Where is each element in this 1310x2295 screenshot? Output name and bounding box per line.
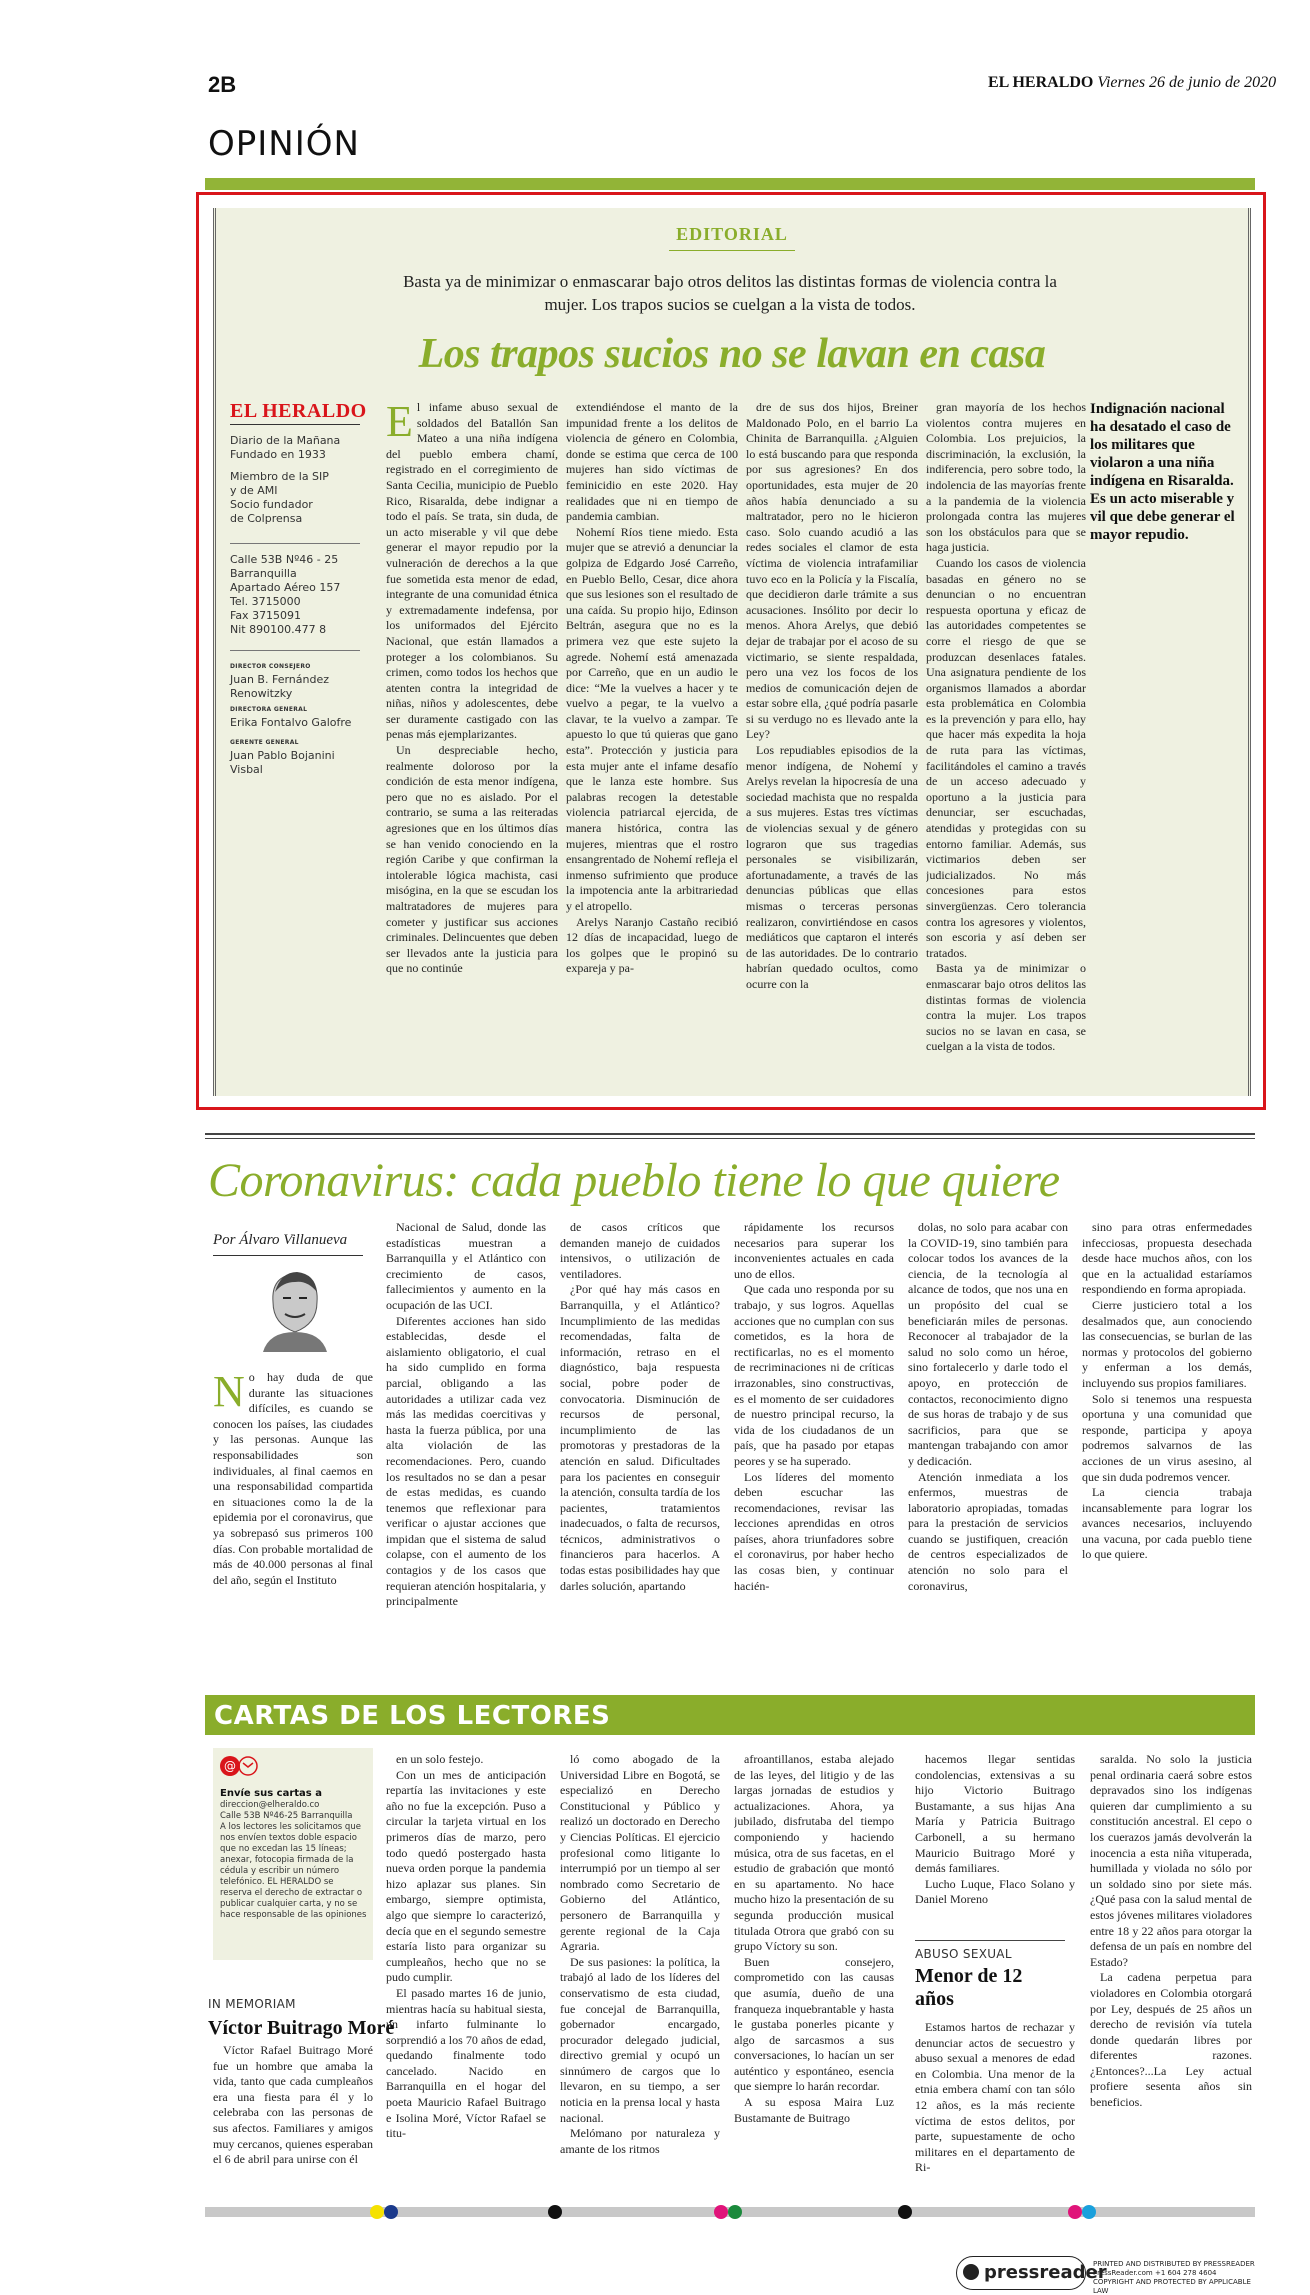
paragraph: gran mayoría de los hechos violentos contra mujeres en Colombia. Los prejuicios, la discriminación, la exclusión, la indiferencia, pero sobre todo, la indolencia de las mayorías frente a la pandemia de la violencia prolongada contra las mujeres son los obstáculos para que se haga justicia.	[926, 400, 1086, 555]
editorial-kicker: EDITORIAL	[676, 224, 788, 244]
director-label: DIRECTOR CONSEJERO	[230, 663, 311, 670]
paragraph: Diferentes acciones han sido establecidas, desde el aislamiento obligatorio, el cual ha sido cumplido en forma parcial, obligando a las autoridades a utilizar cada vez más las medidas coercitivas y hasta la fuerza pública, por una alta violación de las recomendaciones. Pero, cuando los resultados no se dan a pesar de estas medidas, es cuando tenemos que reflexionar para verificar o ajustar acciones que impidan que el sistema de salud colapse, con el aumento de los contagios y de los casos que requieran atención hospitalaria, y principalmente	[386, 1313, 546, 1609]
masthead-paper-name: EL HERALDO	[988, 74, 1094, 91]
pressreader-logo: pressreader	[984, 2262, 1107, 2283]
paragraph: saralda. No solo la justicia penal ordinaria caerá sobre estos depravados sino los indígenas quieren dar cumplimiento a su constitución ancestral. El cepo o los cuerazos jamás devolverán la inocencia a esta niña vituperada, humillada y violada no sólo por un soldado sino por siete más. ¿Qué pasa con la salud mental de estos jóvenes militares violadores entre 18 y 22 años para otorgar la defensa de un país en nombre del Estado?	[1090, 1752, 1252, 1969]
cartas-title: CARTAS DE LOS LECTORES	[214, 1701, 611, 1731]
article-title: Coronavirus: cada pueblo tiene lo que quiere	[208, 1154, 1060, 1207]
editorial-kicker-rule	[669, 250, 795, 251]
registration-dot-blue	[384, 2205, 398, 2219]
paragraph: Nacional de Salud, donde las estadísticas muestran a Barranquilla y el Atlántico con crecimiento de casos, fallecimientos y aumento en la ocupación de las UCI.	[386, 1220, 546, 1312]
paragraph: Melómano por naturaleza y amante de los ritmos	[560, 2126, 720, 2156]
gerente-name: Juan Pablo Bojanini Visbal	[230, 749, 335, 776]
cartas-box-text: direccion@elheraldo.co Calle 53B Nº46-25 Barranquilla A los lectores les solicitamos que nos envíen textos doble espacio que no excedan las 15 líneas; anexar, fotocopia firmada de la cédula y escribir un número telefónico. EL HERALDO se reserva el derecho de extractar o publicar cualquier carta, y no se hace responsable de las opiniones	[220, 1800, 367, 1920]
masthead-date: Viernes 26 de junio de 2020	[1097, 74, 1277, 91]
svg-text:@: @	[224, 1759, 236, 1773]
paragraph: Un despreciable hecho, realmente doloroso por la condición de esta menor indígena, pero que no es aislado. Por el contrario, se suma a las reiteradas agresiones que en los últimos días se han venido conociendo en la región Caribe y que confirman la intolerable lógica machista, casi misógina, en la que se escudan los maltratadores de mujeres para cometer y justificar sus acciones criminales. Delincuentes que deben ser llevados ante la justicia para que no continúe	[386, 743, 558, 976]
editorial-lede: Basta ya de minimizar o enmascarar bajo otros delitos las distintas formas de violencia contra la mujer. Los trapos sucios se cuelgan a la vista de todos.	[403, 272, 1057, 314]
editorial-column	[566, 400, 738, 1090]
paragraph: A su esposa Maira Luz Bustamante de Buitrago	[734, 2095, 894, 2125]
directora-label: DIRECTORA GENERAL	[230, 706, 308, 713]
editorial-column	[386, 400, 558, 1090]
paragraph: La cadena perpetua para violadores en Colombia otorgará por Ley, después de 25 años un derecho de revisión vía tutela donde quedarán libres por diferentes razones. ¿Entonces?...La Ley actual profiere sesenta años sin beneficios.	[1090, 1970, 1252, 2110]
sidebar-rule	[230, 650, 360, 651]
article-rule	[205, 1138, 1255, 1139]
cartas-box-title: Envíe sus cartas a	[220, 1788, 322, 1799]
editorial-column	[746, 400, 918, 1090]
paragraph: Atención inmediata a los enfermos, muestras de laboratorio apropiadas, tomadas para la prestación de servicios cuando se justifiquen, creación de centros especializados de atención no solo para el coronavirus,	[908, 1469, 1068, 1593]
paragraph: dolas, no solo para acabar con la COVID-19, sino también para colocar todos los avances de la ciencia, de la tecnología al alcance de todos, que nos una en un propósito del cual se beneficiarán miles de personas. Reconocer al trabajador de la salud no solo como un héroe, sino fortalecerlo y darle todo el apoyo, en protección de contactos, reconocimiento digno de sus horas de trabajo y de sus sacrificios, para que se mantengan trabajando con amor y dedicación.	[908, 1220, 1068, 1468]
paragraph: Nohemí Ríos tiene miedo. Esta mujer que se atrevió a denunciar la golpiza de Edgardo José Carreño, en Pueblo Bello, Cesar, dice ahora que sus lesiones son el resultado de una caída. Su propio hijo, Edinson Beltrán, asegura que no es la primera vez que este sujeto la agrede. Nohemí está amenazada por Carreño, que en un audio le dice: “Me la vuelves a hacer y te vuelvo a pegar, te la vuelvo a clavar, te la vuelvo a zampar. Te apuesto lo que tú quieras que gano esta”. Protección y justicia para esta mujer ante el infame desafío que le lanza este hombre. Sus palabras recogen la detestable violencia patriarcal ejercida, de manera histórica, contra las mujeres, mientras que el rostro ensangrentado de Nohemí refleja el inmenso sufrimiento que produce la impotencia ante la arbitrariedad y el atropello.	[566, 524, 738, 913]
paragraph: Solo si tenemos una respuesta oportuna y una comunidad que responde, participa y apoya podremos salvarnos de las acciones de un virus asesino, al que sin duda podremos vencer.	[1082, 1391, 1252, 1484]
editorial-pull-quote: Indignación nacional ha desatado el caso de los militares que violaron a una niña indígena en Risaralda. Es un acto miserable y vil que debe generar el mayor repudio.	[1090, 401, 1235, 543]
paragraph: dre de sus dos hijos, Breiner Maldonado Polo, en el barrio La Chinita de Barranquilla. ¿Alguien lo está buscando para que responda por sus agresiones? En dos oportunidades, esta mujer de 20 años había denunciado a su maltratador, pero no le hicieron caso. Solo cuando acudió a las redes sociales el clamor de esta víctima de violencia intrafamiliar tuvo eco en la Policía y la Fiscalía, que decidieron darle trámite a sus acusaciones. Insólito por decir lo menos. Ahora Arelys, que debió dejar de trabajar por el acoso de su victimario, se siente respaldada, pero una vez los focos de los medios de comunicación dejen de estar sobre ella, ¿qué podría pasarle si su verdugo no es llevado ante la Ley?	[746, 400, 918, 742]
pressreader-icon	[963, 2264, 979, 2280]
email-icon	[220, 1755, 258, 1777]
article-column	[560, 1220, 720, 1690]
section-title: OPINIÓN	[208, 124, 360, 164]
drop-cap: E	[386, 400, 413, 446]
paragraph: Víctor Rafael Buitrago Moré fue un hombre que amaba la vida, tanto que cada cumpleaños era una fiesta para él y lo celebraba con las personas de sus afectos. Familiares y amigos muy cercanos, quienes esperaban el 6 de abril para unirse con él	[213, 2043, 373, 2167]
letter-column	[386, 1752, 546, 2202]
heraldo-logo: EL HERALDO	[230, 400, 367, 422]
registration-dot-magenta	[714, 2205, 728, 2219]
memoriam-label: IN MEMORIAM	[208, 1997, 296, 2011]
founding-info: Diario de la Mañana Fundado en 1933	[230, 434, 341, 461]
masthead	[988, 74, 1276, 92]
paragraph: ló como abogado de la Universidad Libre en Bogotá, se especializó en Derecho Constitucional y Público y realizó un doctorado en Derecho y Ciencias Políticas. El ejercicio profesional como litigante lo interrumpió por un tiempo al ser nombrado como Secretario de Gobierno del Atlántico, personero de Barranquilla y gerente regional de la Caja Agraria.	[560, 1752, 720, 1954]
paragraph: extendiéndose el manto de la impunidad frente a los delitos de violencia de género en Colombia, donde se estima que cerca de 100 mujeres han sido víctimas de feminicidio en este 2020. Hay realidades que ni en tiempo de pandemia cambian.	[566, 400, 738, 524]
article-column	[213, 1370, 373, 1690]
paragraph: Los repudiables episodios de la menor indígena, de Nohemí y Arelys revelan la hipocresía de una sociedad machista que no respalda a sus mujeres. Estas tres víctimas de violencias sexual y de género lograron que sus tragedias personales se visibilizarán, afortunadamente, a través de las denuncias públicas que ellas mismas o terceras personas realizaron, convirtiéndose en casos mediáticos que captaron el interés de las autoridades. De lo contrario habrían quedado ocultos, como ocurre con la	[746, 743, 918, 991]
memoriam-title: Víctor Buitrago Moré	[208, 2017, 395, 2039]
paragraph: No hay duda de que durante las situaciones difíciles, es cuando se conocen los países, las ciudades y las personas. Aunque las responsabilidades son individuales, al final caemos en una responsabilidad compartida en situaciones como la de la epidemia por el coronavirus, que ya sobrepasó sus primeros 100 días. Con probable mortalidad de más de 40.000 personas al final del año, según el Instituto	[213, 1370, 373, 1587]
logo-rule	[230, 424, 360, 425]
page-number: 2B	[208, 72, 237, 97]
registration-dot-green	[728, 2205, 742, 2219]
paragraph: en un solo festejo.	[396, 1752, 484, 1766]
paragraph: El infame abuso sexual de soldados del Batallón San Mateo a una niña indígena del pueblo embera chamí, registrado en el corregimiento de Santa Cecilia, municipio de Pueblo Rico, Risaralda, debe indignar a todo el país. Se trata, sin duda, de un acto miserable y vil que debe generar el mayor repudio por la vulneración de derechos a la que fue sometida esta menor de edad, integrante de una comunidad étnica y extremadamente indefensa, por los uniformados del Ejército Nacional, que están llamados a proteger a los colombianos. Su crimen, como todos los hechos que atenten contra la integridad de niñas, niños y adolescentes, debe ser duramente castigado con las penas más ejemplarizantes.	[386, 400, 558, 742]
pressreader-info: PRINTED AND DISTRIBUTED BY PRESSREADER PressReader.com +1 604 278 4604 COPYRIGHT AND PROTECTED BY APPLICABLE LAW	[1093, 2260, 1255, 2295]
abuso-title: Menor de 12 años	[915, 1965, 1023, 2010]
letter-column	[213, 2043, 373, 2203]
contact-info: Calle 53B Nº46 - 25 Barranquilla Apartado Aéreo 157 Tel. 3715000 Fax 3715091 Nit 890100.477 8	[230, 553, 341, 636]
letter-column	[560, 1752, 720, 2202]
gerente-label: GERENTE GENERAL	[230, 739, 299, 746]
registration-dot-cyan	[1082, 2205, 1096, 2219]
paragraph: Que cada uno responda por su trabajo, y sus logros. Aquellas acciones que no cumplan con sus cometidos, es la hora de rectificarlas, no es el momento de recriminaciones ni de críticas irrazonables, sino constructivas, es el momento de ser cuidadores de nuestro principal recurso, la vida de los ciudadanos de un país, que ha pasado por etapas peores y se ha superado.	[734, 1282, 894, 1468]
drop-cap: N	[213, 1370, 245, 1416]
editorial-column	[926, 400, 1086, 1090]
article-byline: Por Álvaro Villanueva	[213, 1232, 348, 1248]
registration-dot-black	[898, 2205, 912, 2219]
membership-info: Miembro de la SIP y de AMI Socio fundador de Colprensa	[230, 470, 329, 525]
paragraph: rápidamente los recursos necesarios para superar los inconvenientes actuales en cada uno de ellos.	[734, 1220, 894, 1281]
paragraph: Cuando los casos de violencia basadas en género no se denuncian o no encuentran respuesta oportuna y eficaz de las autoridades competentes se corre el riesgo de que se produzcan desenlaces fatales. Una asignatura pendiente de los organismos llamados a abordar esta problemática en Colombia es la prevención y para ello, hay que hacer más expedita la hoja de ruta para las víctimas, facilitándoles el camino a través de un acceso adecuado y oportuno a la justicia para denunciar, ser escuchadas, atendidas y protegidas con su entorno familiar. Además, sus victimarios deben ser judicializados. No más concesiones para estos sinvergüenzas. Cero tolerancia contra los agresores y violentos, son escoria y así deben ser tratados.	[926, 555, 1086, 960]
letter-column	[1090, 1752, 1252, 2202]
abuso-label: ABUSO SEXUAL	[915, 1947, 1012, 1961]
paragraph: De sus pasiones: la política, la trabajó al lado de los líderes del conservatismo de esta ciudad, fue concejal de Barranquilla, gobernador encargado, procurador delegado judicial, directivo gremial y ocupó un sinnúmero de cargos que lo llevaron, en su tiempo, a ser noticia en la prensa local y hasta nacional.	[560, 1954, 720, 2125]
registration-dot-yellow	[370, 2205, 384, 2219]
editorial-title: Los trapos sucios no se lavan en casa	[418, 331, 1046, 377]
letter-column	[915, 1752, 1075, 1932]
paragraph: El pasado martes 16 de junio, mientras hacía su habitual siesta, un infarto fulminante lo sorprendió a los 70 años de edad, quedando finalmente todo cancelado. Nacido en Barranquilla en el hogar del poeta Mauricio Rafael Buitrago e Isolina Moré, Víctor Rafael se titu-	[386, 1985, 546, 2141]
paragraph: sino para otras enfermedades infecciosas, propuesta desechada desde hace muchos años, con los que en la actualidad estaríamos respondiendo en forma apropiada.	[1082, 1220, 1252, 1297]
paragraph: Lucho Luque, Flaco Solano y Daniel Moreno	[915, 1876, 1075, 1907]
article-column	[1082, 1220, 1252, 1690]
paragraph: afroantillanos, estaba alejado de las leyes, del litigio y de las largas jornadas de estudios y actualizaciones. Ahora, ya jubilado, disfrutaba del tiempo componiendo y haciendo música, otra de sus facetas, en el estudio de grabación que montó en su apartamento. No hace mucho hizo la presentación de su segunda producción musical titulada Otrora que grabó con su grupo Víctory su son.	[734, 1752, 894, 1954]
letter-column	[734, 1752, 894, 2202]
paragraph: Estamos hartos de rechazar y denunciar actos de secuestro y abuso sexual a menores de edad en Colombia. Una menor de la etnia embera chamí con tan sólo 12 años, es la más reciente víctima de estos delitos, por parte, supuestamente de ocho militares en el departamento de Ri-	[915, 2020, 1075, 2175]
article-column	[386, 1220, 546, 1690]
paragraph: ¿Por qué hay más casos en Barranquilla, y el Atlántico? Incumplimiento de las medidas recomendadas, falta de información, retraso en el diagnóstico, baja respuesta social, pobre poder de convocatoria. Disminución de recursos de personal, incumplimiento de las promotoras y prestadoras de la atención en salud. Dificultades para los pacientes en conseguir la atención, consulta tardía de los pacientes, tratamientos inadecuados, o falta de recursos, técnicos, administrativos o financieros para hacerlos. A todas estas posibilidades hay que darles solución, apartando	[560, 1282, 720, 1593]
paragraph: hacemos llegar sentidas condolencias, extensivas a su hijo Victorio Buitrago Bustamante, a sus hijas Ana María y Patricia Buitrago Carbonell, a su hermano Mauricio Buitrago Moré y demás familiares.	[915, 1752, 1075, 1876]
article-column	[908, 1220, 1068, 1690]
paragraph: Buen consejero, comprometido con las causas que asumía, dueño de una franqueza inquebrantable y hasta le gustaba ponerles picante y algo de sarcasmos a sus conversaciones, lo hacían un ser auténtico y espontáneo, esencia que siempre lo harán recordar.	[734, 1954, 894, 2094]
paragraph: Basta ya de minimizar o enmascarar bajo otros delitos las distintas formas de violencia contra la mujer. Los trapos sucios no se lavan en casa, se cuelgan a la vista de todos.	[926, 961, 1086, 1054]
paragraph: Los líderes del momento deben escuchar las recomendaciones, revisar las lecciones aprendidas en otros países, ahora triunfadores sobre el coronavirus, por haber hecho las cosas bien, y continuar hacién-	[734, 1469, 894, 1593]
registration-dot-black	[548, 2205, 562, 2219]
abuso-rule	[915, 1940, 1065, 1941]
letter-column	[915, 2020, 1075, 2202]
paragraph: Cierre justiciero total a los desalmados que, aun conociendo las consecuencias, se burlan de las normas y protocolos del gobierno y enferman a los demás, incluyendo sus propios familiares.	[1082, 1297, 1252, 1390]
director-name: Juan B. Fernández Renowitzky	[230, 673, 329, 700]
byline-rule	[213, 1255, 363, 1256]
paragraph: La ciencia trabaja incansablemente para lograr los avances necesarios, incluyendo una vacuna, por cada pueblo tiene lo que quiere.	[1082, 1485, 1252, 1562]
article-column	[734, 1220, 894, 1690]
sidebar-rule	[230, 543, 360, 544]
paragraph: de casos críticos que demanden manejo de cuidados intensivos, o utilización de ventiladores.	[560, 1220, 720, 1281]
directora-name: Erika Fontalvo Galofre	[230, 716, 352, 729]
paragraph: Arelys Naranjo Castaño recibió 12 días de incapacidad, luego de los golpes que le propinó su expareja y pa-	[566, 914, 738, 976]
author-portrait	[255, 1262, 335, 1352]
registration-dot-magenta	[1068, 2205, 1082, 2219]
paragraph: Con un mes de anticipación repartía las invitaciones y este año no fue la excepción. Puso a circular la tarjeta virtual en los primeros días de marzo, pero todo quedó postergado hasta nueva orden porque la pandemia hizo aplazar sus planes. Sin embargo, siempre optimista, algo que siempre lo caracterizó, decía que en el segundo semestre estaría listo para organizar su cumpleaños, hecho que no se pudo cumplir.	[386, 1767, 546, 1985]
section-divider	[205, 178, 1255, 190]
article-rule	[205, 1133, 1255, 1135]
